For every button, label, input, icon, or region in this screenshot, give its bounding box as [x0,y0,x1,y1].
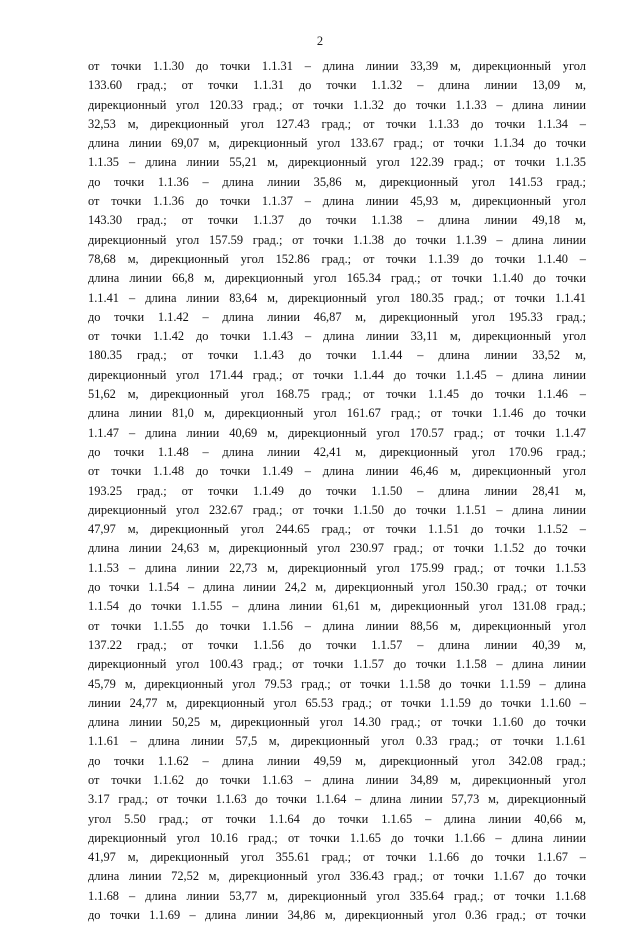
text-line: 137.22 град.; от точки 1.1.56 до точки 1.1.57 – длина линии 40,39 м, [88,637,586,652]
text-line: 51,62 м, дирекционный угол 168.75 град.; от точки 1.1.45 до точки 1.1.46 – [88,387,586,402]
text-line: 1.1.35 – длина линии 55,21 м, дирекционный угол 122.39 град.; от точки 1.1.35 [88,155,586,170]
text-line: 1.1.53 – длина линии 22,73 м, дирекционный угол 175.99 град.; от точки 1.1.53 [88,560,586,575]
text-line: дирекционный угол 157.59 град.; от точки 1.1.38 до точки 1.1.39 – длина линии [88,232,586,247]
text-line: 1.1.54 до точки 1.1.55 – длина линии 61,61 м, дирекционный угол 131.08 град.; [88,599,586,614]
text-line: от точки 1.1.42 до точки 1.1.43 – длина линии 33,11 м, дирекционный угол [88,329,586,344]
text-line: 1.1.61 – длина линии 57,5 м, дирекционный угол 0.33 град.; от точки 1.1.61 [88,734,586,749]
page-number: 2 [316,34,324,48]
text-line: длина линии 66,8 м, дирекционный угол 165.34 град.; от точки 1.1.40 до точки [88,271,586,286]
text-line: до точки 1.1.36 – длина линии 35,86 м, дирекционный угол 141.53 град.; [88,174,586,189]
text-line: от точки 1.1.55 до точки 1.1.56 – длина линии 88,56 м, дирекционный угол [88,618,586,633]
text-line: от точки 1.1.36 до точки 1.1.37 – длина линии 45,93 м, дирекционный угол [88,194,586,209]
text-line: угол 5.50 град.; от точки 1.1.64 до точки 1.1.65 – длина линии 40,66 м, [88,811,586,826]
text-line: 45,79 м, дирекционный угол 79.53 град.; от точки 1.1.58 до точки 1.1.59 – длина [88,676,586,691]
text-line: 193.25 град.; от точки 1.1.49 до точки 1.1.50 – длина линии 28,41 м, [88,483,586,498]
text-line: 78,68 м, дирекционный угол 152.86 град.; от точки 1.1.39 до точки 1.1.40 – [88,251,586,266]
text-line: 1.1.47 – длина линии 40,69 м, дирекционный угол 170.57 град.; от точки 1.1.47 [88,425,586,440]
text-line: до точки 1.1.48 – длина линии 42,41 м, дирекционный угол 170.96 град.; [88,444,586,459]
text-line: до точки 1.1.42 – длина линии 46,87 м, дирекционный угол 195.33 град.; [88,309,586,324]
text-line: 133.60 град.; от точки 1.1.31 до точки 1.1.32 – длина линии 13,09 м, [88,78,586,93]
text-line: длина линии 50,25 м, дирекционный угол 14.30 град.; от точки 1.1.60 до точки [88,715,586,730]
text-line: 3.17 град.; от точки 1.1.63 до точки 1.1.64 – длина линии 57,73 м, дирекционный [88,792,586,807]
text-line: 32,53 м, дирекционный угол 127.43 град.; от точки 1.1.33 до точки 1.1.34 – [88,116,586,131]
text-line: от точки 1.1.30 до точки 1.1.31 – длина линии 33,39 м, дирекционный угол [88,59,586,73]
text-line: линии 24,77 м, дирекционный угол 65.53 град.; от точки 1.1.59 до точки 1.1.60 – [88,695,586,710]
text-line: до точки 1.1.54 – длина линии 24,2 м, дирекционный угол 150.30 град.; от точки [88,580,586,595]
text-line: 1.1.68 – длина линии 53,77 м, дирекционный угол 335.64 град.; от точки 1.1.68 [88,888,586,903]
text-line: длина линии 24,63 м, дирекционный угол 230.97 град.; от точки 1.1.52 до точки [88,541,586,556]
text-line: длина линии 81,0 м, дирекционный угол 161.67 град.; от точки 1.1.46 до точки [88,406,586,421]
text-line: до точки 1.1.62 – длина линии 49,59 м, дирекционный угол 342.08 град.; [88,753,586,768]
text-line: дирекционный угол 100.43 град.; от точки 1.1.57 до точки 1.1.58 – длина линии [88,657,586,672]
text-line: 1.1.41 – длина линии 83,64 м, дирекционный угол 180.35 град.; от точки 1.1.41 [88,290,586,305]
text-line: от точки 1.1.62 до точки 1.1.63 – длина линии 34,89 м, дирекционный угол [88,772,586,787]
text-line: дирекционный угол 171.44 град.; от точки 1.1.44 до точки 1.1.45 – длина линии [88,367,586,382]
text-line: длина линии 72,52 м, дирекционный угол 336.43 град.; от точки 1.1.67 до точки [88,869,586,884]
text-line: дирекционный угол 10.16 град.; от точки 1.1.65 до точки 1.1.66 – длина линии [88,830,586,845]
text-line: 180.35 град.; от точки 1.1.43 до точки 1.1.44 – длина линии 33,52 м, [88,348,586,363]
text-line: дирекционный угол 232.67 град.; от точки 1.1.50 до точки 1.1.51 – длина линии [88,502,586,517]
text-line: 41,97 м, дирекционный угол 355.61 град.; от точки 1.1.66 до точки 1.1.67 – [88,850,586,865]
text-line: от точки 1.1.48 до точки 1.1.49 – длина линии 46,46 м, дирекционный угол [88,464,586,479]
body-paragraph [88,57,586,925]
text-line: до точки 1.1.69 – длина линии 34,86 м, дирекционный угол 0.36 град.; от точки [88,908,586,923]
text-line: 47,97 м, дирекционный угол 244.65 град.; от точки 1.1.51 до точки 1.1.52 – [88,522,586,537]
text-line: 143.30 град.; от точки 1.1.37 до точки 1.1.38 – длина линии 49,18 м, [88,213,586,228]
text-line: длина линии 69,07 м, дирекционный угол 133.67 град.; от точки 1.1.34 до точки [88,136,586,151]
text-line: дирекционный угол 120.33 град.; от точки 1.1.32 до точки 1.1.33 – длина линии [88,97,586,112]
